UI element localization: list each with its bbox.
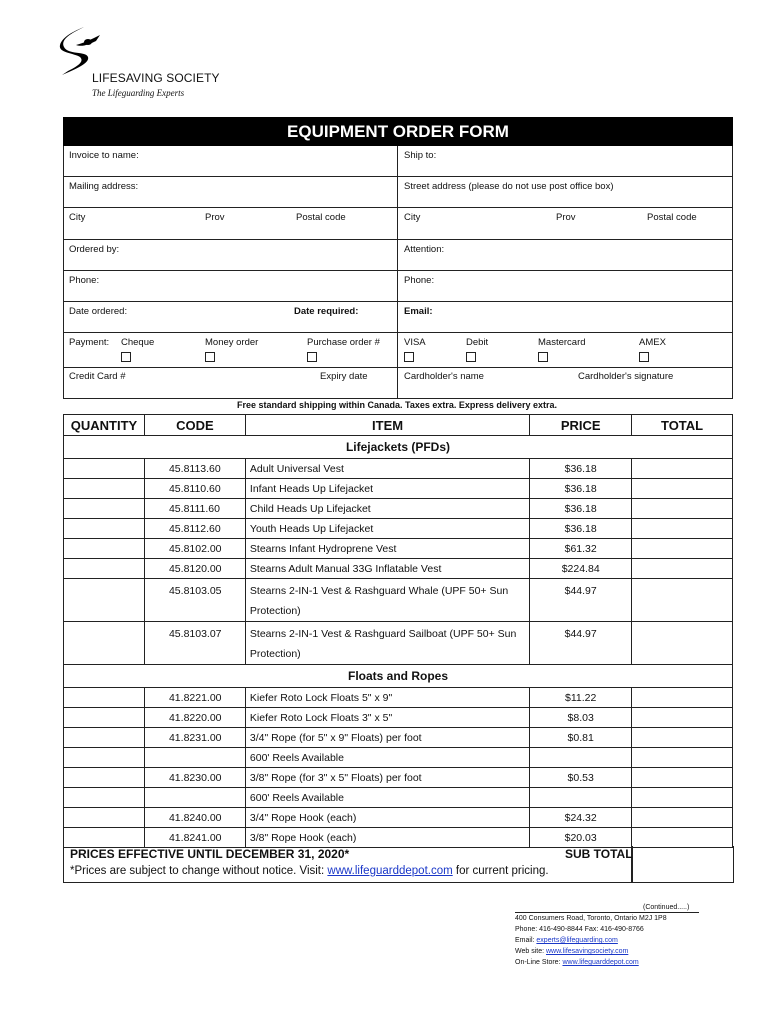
table-row (64, 519, 733, 539)
date-required-field[interactable]: Date required: (294, 306, 359, 317)
info-row-names (64, 146, 732, 177)
total-cell[interactable] (632, 808, 733, 828)
money-order-checkbox[interactable] (205, 352, 215, 362)
table-row (64, 459, 733, 479)
item-cell: 3/8" Rope Hook (each) (245, 828, 529, 848)
code-cell: 45.8113.60 (144, 459, 245, 479)
item-cell: Stearns 2-IN-1 Vest & Rashguard Sailboat (UPF 50+ Sun Protection) (245, 622, 529, 665)
price-cell: $24.32 (530, 808, 632, 828)
price-cell: $20.03 (530, 828, 632, 848)
price-cell: $36.18 (530, 499, 632, 519)
phone-fax: Phone: 416-490-8844 Fax: 416-490-8766 (515, 926, 644, 933)
table-row (64, 559, 733, 579)
visa-label: VISA (404, 337, 426, 348)
address-divider (515, 912, 699, 913)
price-cell: $44.97 (530, 622, 632, 665)
shipping-note: Free standard shipping within Canada. Taxes extra. Express delivery extra. (237, 400, 557, 410)
subtotal-cell[interactable] (631, 846, 734, 883)
ordered-by-field[interactable]: Ordered by: (69, 244, 120, 255)
email-link[interactable]: experts@lifeguarding.com (536, 937, 618, 944)
total-cell[interactable] (632, 828, 733, 848)
prices-effective-note: PRICES EFFECTIVE UNTIL DECEMBER 31, 2020* (70, 847, 350, 861)
cardholder-name-field[interactable]: Cardholder's name (404, 371, 484, 382)
quantity-cell[interactable] (64, 828, 145, 848)
table-row (64, 579, 733, 622)
item-cell: Kiefer Roto Lock Floats 3" x 5" (245, 708, 529, 728)
store-link[interactable]: www.lifeguarddepot.com (562, 959, 639, 966)
cardholder-signature-field[interactable]: Cardholder's signature (578, 371, 674, 382)
price-cell: $224.84 (530, 559, 632, 579)
item-cell: Kiefer Roto Lock Floats 5" x 9" (245, 688, 529, 708)
street-address-field[interactable]: Street address (please do not use post office box) (404, 181, 614, 192)
mastercard-checkbox[interactable] (538, 352, 548, 362)
total-cell[interactable] (632, 788, 733, 808)
code-cell: 41.8220.00 (144, 708, 245, 728)
purchase-order-checkbox[interactable] (307, 352, 317, 362)
table-row (64, 748, 733, 768)
price-cell: $36.18 (530, 519, 632, 539)
price-cell: $44.97 (530, 579, 632, 622)
store-line (515, 957, 667, 968)
total-cell[interactable] (632, 499, 733, 519)
postal-code-field-left[interactable]: Postal code (296, 212, 346, 223)
quantity-cell[interactable] (64, 622, 145, 665)
website-link[interactable]: www.lifesavingsociety.com (546, 948, 629, 955)
ship-to-field[interactable]: Ship to: (404, 150, 437, 161)
order-table-body (64, 436, 733, 848)
quantity-cell[interactable] (64, 728, 145, 748)
info-row-dates (64, 302, 732, 333)
quantity-cell[interactable] (64, 808, 145, 828)
item-cell: Infant Heads Up Lifejacket (245, 479, 529, 499)
info-row-ordered (64, 240, 732, 271)
code-cell: 45.8110.60 (144, 479, 245, 499)
table-row (64, 728, 733, 748)
code-cell: 41.8231.00 (144, 728, 245, 748)
city-field-right[interactable]: City (404, 212, 421, 223)
email-label: Email: (515, 937, 537, 944)
item-cell: Stearns Adult Manual 33G Inflatable Vest (245, 559, 529, 579)
table-row (64, 622, 733, 665)
price-cell: $0.53 (530, 768, 632, 788)
payment-label: Payment: (69, 337, 110, 348)
code-header: CODE (144, 415, 245, 436)
code-cell: 45.8111.60 (144, 499, 245, 519)
lifeguarddepot-link[interactable]: www.lifeguarddepot.com (327, 865, 453, 877)
mastercard-label: Mastercard (538, 337, 586, 348)
table-row (64, 828, 733, 848)
date-ordered-field[interactable]: Date ordered: (69, 306, 128, 317)
continued-note: (Continued.....) (643, 904, 690, 911)
debit-checkbox[interactable] (466, 352, 476, 362)
quantity-cell[interactable] (64, 559, 145, 579)
item-cell: Youth Heads Up Lifejacket (245, 519, 529, 539)
code-cell (144, 788, 245, 808)
attention-field[interactable]: Attention: (404, 244, 445, 255)
table-row (64, 688, 733, 708)
price-cell (530, 788, 632, 808)
table-row (64, 768, 733, 788)
amex-checkbox[interactable] (639, 352, 649, 362)
code-cell (144, 748, 245, 768)
total-cell[interactable] (632, 519, 733, 539)
city-field-left[interactable]: City (69, 212, 86, 223)
info-row-payment (64, 333, 732, 368)
email-line (515, 935, 667, 946)
section-row (64, 665, 733, 688)
org-tagline: The Lifeguarding Experts (92, 88, 185, 98)
quantity-header: QUANTITY (64, 415, 145, 436)
info-row-city (64, 208, 732, 240)
code-cell: 45.8120.00 (144, 559, 245, 579)
item-cell: 3/4" Rope (for 5" x 9" Floats) per foot (245, 728, 529, 748)
total-cell[interactable] (632, 559, 733, 579)
invoice-to-field[interactable]: Invoice to name: (69, 150, 139, 161)
total-cell[interactable] (632, 728, 733, 748)
table-row (64, 499, 733, 519)
quantity-cell[interactable] (64, 499, 145, 519)
item-cell: 600' Reels Available (245, 748, 529, 768)
phone-field-right[interactable]: Phone: (404, 275, 435, 286)
order-table (63, 414, 733, 848)
quantity-cell[interactable] (64, 459, 145, 479)
total-cell[interactable] (632, 708, 733, 728)
price-cell: $8.03 (530, 708, 632, 728)
price-cell (530, 748, 632, 768)
code-cell: 45.8102.00 (144, 539, 245, 559)
table-row (64, 708, 733, 728)
item-header: ITEM (245, 415, 529, 436)
credit-card-field[interactable]: Credit Card # (69, 371, 126, 382)
price-cell: $0.81 (530, 728, 632, 748)
info-row-phone (64, 271, 732, 302)
item-cell: Child Heads Up Lifejacket (245, 499, 529, 519)
total-header: TOTAL (632, 415, 733, 436)
code-cell: 41.8241.00 (144, 828, 245, 848)
item-cell: Stearns Infant Hydroprene Vest (245, 539, 529, 559)
total-cell[interactable] (632, 579, 733, 622)
cheque-checkbox[interactable] (121, 352, 131, 362)
table-row (64, 788, 733, 808)
disclaimer-prefix: *Prices are subject to change without notice. Visit: (70, 865, 328, 877)
quantity-cell[interactable] (64, 788, 145, 808)
pricing-disclaimer (70, 865, 549, 877)
code-cell: 41.8221.00 (144, 688, 245, 708)
code-cell: 41.8240.00 (144, 808, 245, 828)
quantity-cell[interactable] (64, 748, 145, 768)
debit-label: Debit (466, 337, 489, 348)
visa-checkbox[interactable] (404, 352, 414, 362)
price-cell: $36.18 (530, 459, 632, 479)
cheque-label: Cheque (121, 337, 155, 348)
section-row (64, 436, 733, 459)
total-cell[interactable] (632, 688, 733, 708)
mailing-address-field[interactable]: Mailing address: (69, 181, 139, 192)
item-cell: 3/4" Rope Hook (each) (245, 808, 529, 828)
total-cell[interactable] (632, 748, 733, 768)
total-cell[interactable] (632, 539, 733, 559)
prov-field-right[interactable]: Prov (556, 212, 576, 223)
price-cell: $11.22 (530, 688, 632, 708)
item-cell: Stearns 2-IN-1 Vest & Rashguard Whale (UPF 50+ Sun Protection) (245, 579, 529, 622)
code-cell: 45.8103.07 (144, 622, 245, 665)
table-row (64, 479, 733, 499)
code-cell: 41.8230.00 (144, 768, 245, 788)
form-title: EQUIPMENT ORDER FORM (63, 117, 733, 146)
total-cell[interactable] (632, 479, 733, 499)
code-cell: 45.8103.05 (144, 579, 245, 622)
email-field[interactable]: Email: (404, 306, 433, 317)
price-header: PRICE (530, 415, 632, 436)
disclaimer-suffix: for current pricing. (452, 865, 549, 877)
info-row-address (64, 177, 732, 208)
quantity-cell[interactable] (64, 539, 145, 559)
item-cell: 600' Reels Available (245, 788, 529, 808)
total-cell[interactable] (632, 459, 733, 479)
org-name: LIFESAVING SOCIETY (92, 71, 220, 85)
website-line (515, 946, 667, 957)
price-cell: $36.18 (530, 479, 632, 499)
table-row (64, 808, 733, 828)
phone-field-left[interactable]: Phone: (69, 275, 100, 286)
quantity-cell[interactable] (64, 768, 145, 788)
item-cell: Adult Universal Vest (245, 459, 529, 479)
amex-label: AMEX (639, 337, 666, 348)
website-label: Web site: (515, 948, 546, 955)
quantity-cell[interactable] (64, 579, 145, 622)
street-address: 400 Consumers Road, Toronto, Ontario M2J 1P8 (515, 915, 667, 922)
table-header-row (64, 415, 733, 436)
postal-code-field-right[interactable]: Postal code (647, 212, 697, 223)
quantity-cell[interactable] (64, 519, 145, 539)
code-cell: 45.8112.60 (144, 519, 245, 539)
purchase-order-label: Purchase order # (307, 337, 380, 348)
quantity-cell[interactable] (64, 479, 145, 499)
subtotal-label: SUB TOTAL (565, 847, 633, 861)
quantity-cell[interactable] (64, 708, 145, 728)
quantity-cell[interactable] (64, 688, 145, 708)
money-order-label: Money order (205, 337, 259, 348)
item-cell: 3/8" Rope (for 3" x 5" Floats) per foot (245, 768, 529, 788)
total-cell[interactable] (632, 622, 733, 665)
store-label: On-Line Store: (515, 959, 563, 966)
total-cell[interactable] (632, 768, 733, 788)
prov-field-left[interactable]: Prov (205, 212, 225, 223)
info-row-card (64, 368, 732, 398)
section-title: Lifejackets (PFDs) (64, 436, 733, 459)
expiry-date-field[interactable]: Expiry date (320, 371, 368, 382)
price-cell: $61.32 (530, 539, 632, 559)
table-row (64, 539, 733, 559)
customer-info-section (63, 146, 733, 399)
section-title: Floats and Ropes (64, 665, 733, 688)
